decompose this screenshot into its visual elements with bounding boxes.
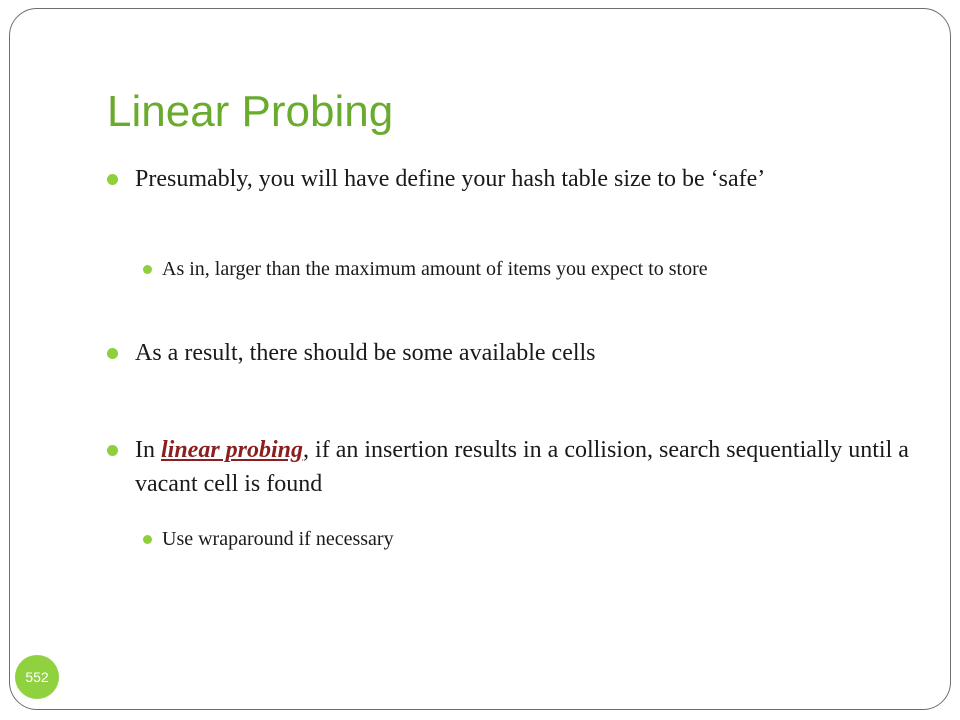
linear-probing-term: linear probing (161, 437, 304, 463)
page-number-badge: 552 (15, 655, 59, 699)
bullet-3-text-before: In (135, 437, 161, 463)
slide-title: Linear Probing (107, 87, 394, 136)
bullet-3 (135, 433, 925, 501)
sub-bullet-icon (143, 265, 152, 274)
bullet-3-sub-1-text: Use wraparound if necessary (162, 528, 394, 550)
bullet-1-sub-1-text: As in, larger than the maximum amount of items you expect to store (162, 258, 708, 280)
bullet-2-text: As a result, there should be some available cells (135, 340, 596, 366)
bullet-3-sub-1 (162, 525, 902, 553)
sub-bullet-icon (143, 535, 152, 544)
bullet-1-text: Presumably, you will have define your hash table size to be ‘safe’ (135, 166, 766, 192)
bullet-1-sub-1 (162, 255, 902, 283)
bullet-1 (135, 162, 915, 196)
bullet-icon (107, 445, 118, 456)
bullet-2 (135, 336, 915, 370)
bullet-3-text-after: , if an insertion results in a collision, search sequentially until a vacant cell is found (135, 437, 909, 497)
bullet-icon (107, 174, 118, 185)
bullet-icon (107, 348, 118, 359)
